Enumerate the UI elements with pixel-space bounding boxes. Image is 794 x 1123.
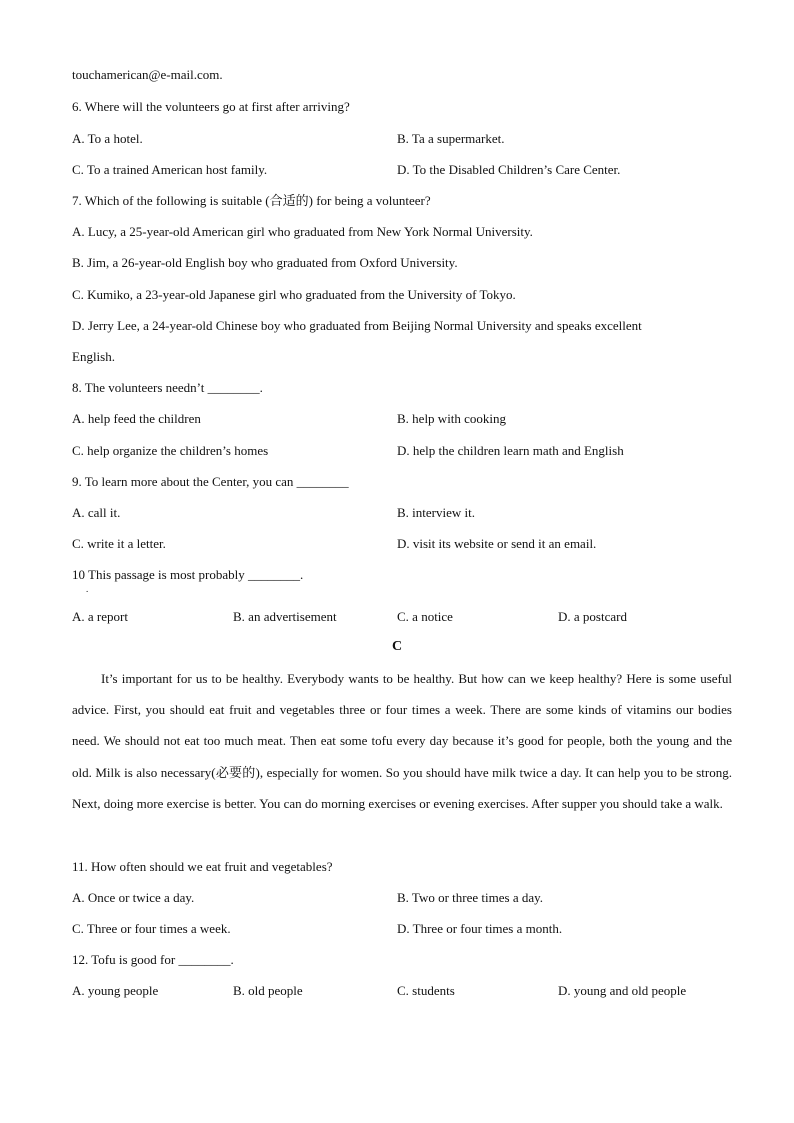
question-12-stem: 12. Tofu is good for ________. bbox=[72, 952, 234, 967]
q9-option-b: B. interview it. bbox=[397, 505, 475, 520]
email-text: touchamerican@e-mail.com. bbox=[72, 67, 223, 82]
q7-option-c: C. Kumiko, a 23-year-old Japanese girl who graduated from the University of Tokyo. bbox=[72, 287, 516, 302]
q8-option-a: A. help feed the children bbox=[72, 411, 201, 426]
question-8-stem: 8. The volunteers needn’t ________. bbox=[72, 380, 263, 395]
section-heading: C bbox=[391, 639, 403, 654]
q12-option-d: D. young and old people bbox=[558, 983, 687, 998]
q6-option-a: A. To a hotel. bbox=[72, 131, 143, 146]
q6-option-b: B. Ta a supermarket. bbox=[397, 131, 505, 146]
q7-option-d-continued: English. bbox=[72, 349, 115, 364]
question-6-stem: 6. Where will the volunteers go at first after arriving? bbox=[72, 99, 350, 114]
q7-option-a: A. Lucy, a 25-year-old American girl who graduated from New York Normal University. bbox=[72, 224, 533, 239]
question-9-stem: 9. To learn more about the Center, you can ________ bbox=[72, 474, 349, 489]
question-10-dot: . bbox=[86, 584, 89, 594]
q10-option-b: B. an advertisement bbox=[233, 609, 337, 624]
q12-option-a: A. young people bbox=[72, 983, 159, 998]
q11-option-b: B. Two or three times a day. bbox=[397, 890, 544, 905]
question-11-stem: 11. How often should we eat fruit and vegetables? bbox=[72, 859, 333, 874]
q7-option-b: B. Jim, a 26-year-old English boy who graduated from Oxford University. bbox=[72, 255, 458, 270]
question-7-stem: 7. Which of the following is suitable (合适的) for being a volunteer? bbox=[72, 193, 431, 208]
question-10-stem: 10 This passage is most probably ________. bbox=[72, 567, 304, 582]
q10-option-c: C. a notice bbox=[397, 609, 453, 624]
q12-option-b: B. old people bbox=[233, 983, 303, 998]
q6-option-d: D. To the Disabled Children’s Care Center. bbox=[397, 162, 621, 177]
q11-option-d: D. Three or four times a month. bbox=[397, 921, 563, 936]
q7-option-d: D. Jerry Lee, a 24-year-old Chinese boy who graduated from Beijing Normal University and speaks excellent bbox=[72, 318, 642, 333]
q9-option-d: D. visit its website or send it an email. bbox=[397, 536, 597, 551]
q12-option-c: C. students bbox=[397, 983, 455, 998]
reading-passage: It’s important for us to be healthy. Everybody wants to be healthy. But how can we keep healthy? Here is some useful advice. First, you should eat fruit and vegetables three or four times a week. There are some kinds of vitamins our bodies need. We should not eat too much meat. Then eat some tofu every day because it’s good for people, both the young and the old. Milk is also necessary(必要的), especially for women. So you should have milk twice a day. It can help you to be strong. Next, doing more exercise is better. You can do morning exercises or evening exercises. After supper you should take a walk. bbox=[72, 671, 732, 811]
q8-option-c: C. help organize the children’s homes bbox=[72, 443, 269, 458]
q10-option-a: A. a report bbox=[72, 609, 128, 624]
q11-option-a: A. Once or twice a day. bbox=[72, 890, 195, 905]
q9-option-c: C. write it a letter. bbox=[72, 536, 166, 551]
q8-option-d: D. help the children learn math and English bbox=[397, 443, 624, 458]
q8-option-b: B. help with cooking bbox=[397, 411, 507, 426]
q9-option-a: A. call it. bbox=[72, 505, 121, 520]
q11-option-c: C. Three or four times a week. bbox=[72, 921, 231, 936]
q6-option-c: C. To a trained American host family. bbox=[72, 162, 268, 177]
q10-option-d: D. a postcard bbox=[558, 609, 627, 624]
